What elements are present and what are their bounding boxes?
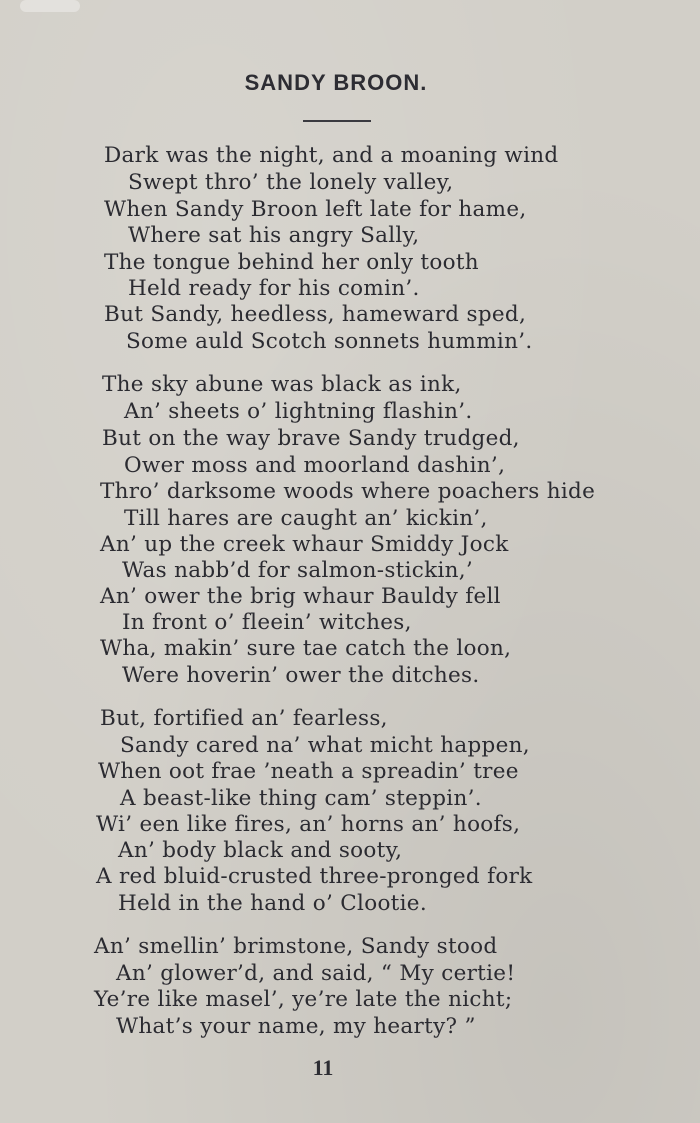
poem-line: The sky abune was black as ink,: [102, 372, 462, 397]
poem-line: Dark was the night, and a moaning wind: [104, 143, 559, 168]
poem-line: Wi’ een like fires, an’ horns an’ hoofs,: [96, 812, 521, 837]
poem-line: Ower moss and moorland dashin’,: [124, 453, 506, 478]
poem-line: An’ ower the brig whaur Bauldy fell: [100, 584, 501, 609]
poem-title: SANDY BROON.: [244, 70, 428, 95]
poem-line: What’s your name, my hearty? ”: [116, 1014, 476, 1039]
title-rule: [303, 120, 371, 122]
poem-line: Some auld Scotch sonnets hummin’.: [126, 329, 533, 354]
poem-line: Thro’ darksome woods where poachers hide: [100, 479, 596, 504]
poem-line: Held in the hand o’ Clootie.: [118, 891, 427, 916]
poem-line: An’ sheets o’ lightning flashin’.: [124, 399, 473, 424]
poem-line: But Sandy, heedless, hameward sped,: [104, 302, 527, 327]
poem-line: Was nabb’d for salmon-stickin,’: [122, 558, 474, 583]
page-smudge: [20, 0, 80, 12]
poem-line: An’ smellin’ brimstone, Sandy stood: [94, 934, 498, 959]
poem-line: In front o’ fleein’ witches,: [122, 610, 412, 635]
poem-line: The tongue behind her only tooth: [104, 250, 479, 275]
poem-line: Wha, makin’ sure tae catch the loon,: [100, 636, 512, 661]
poem-line: Held ready for his comin’.: [128, 276, 420, 301]
poem-line: Where sat his angry Sally,: [128, 223, 420, 248]
poem-line: An’ up the creek whaur Smiddy Jock: [100, 532, 509, 557]
poem-line: But on the way brave Sandy trudged,: [102, 426, 520, 451]
poem-line: A red bluid-crusted three-pronged fork: [96, 864, 533, 889]
poem-line: Till hares are caught an’ kickin’,: [124, 506, 488, 531]
poem-line: But, fortified an’ fearless,: [100, 706, 388, 731]
poem-line: Swept thro’ the lonely valley,: [128, 170, 454, 195]
poem-line: When oot frae ’neath a spreadin’ tree: [98, 759, 519, 784]
poem-line: Were hoverin’ ower the ditches.: [122, 663, 480, 688]
poem-line: A beast-like thing cam’ steppin’.: [120, 786, 482, 811]
poem-line: Ye’re like masel’, ye’re late the nicht;: [94, 987, 513, 1012]
poem-line: An’ body black and sooty,: [118, 838, 403, 863]
page-number: 11: [312, 1055, 334, 1080]
poem-line: An’ glower’d, and said, “ My certie!: [116, 961, 516, 986]
poem-line: When Sandy Broon left late for hame,: [104, 197, 527, 222]
poem-line: Sandy cared na’ what micht happen,: [120, 733, 530, 758]
